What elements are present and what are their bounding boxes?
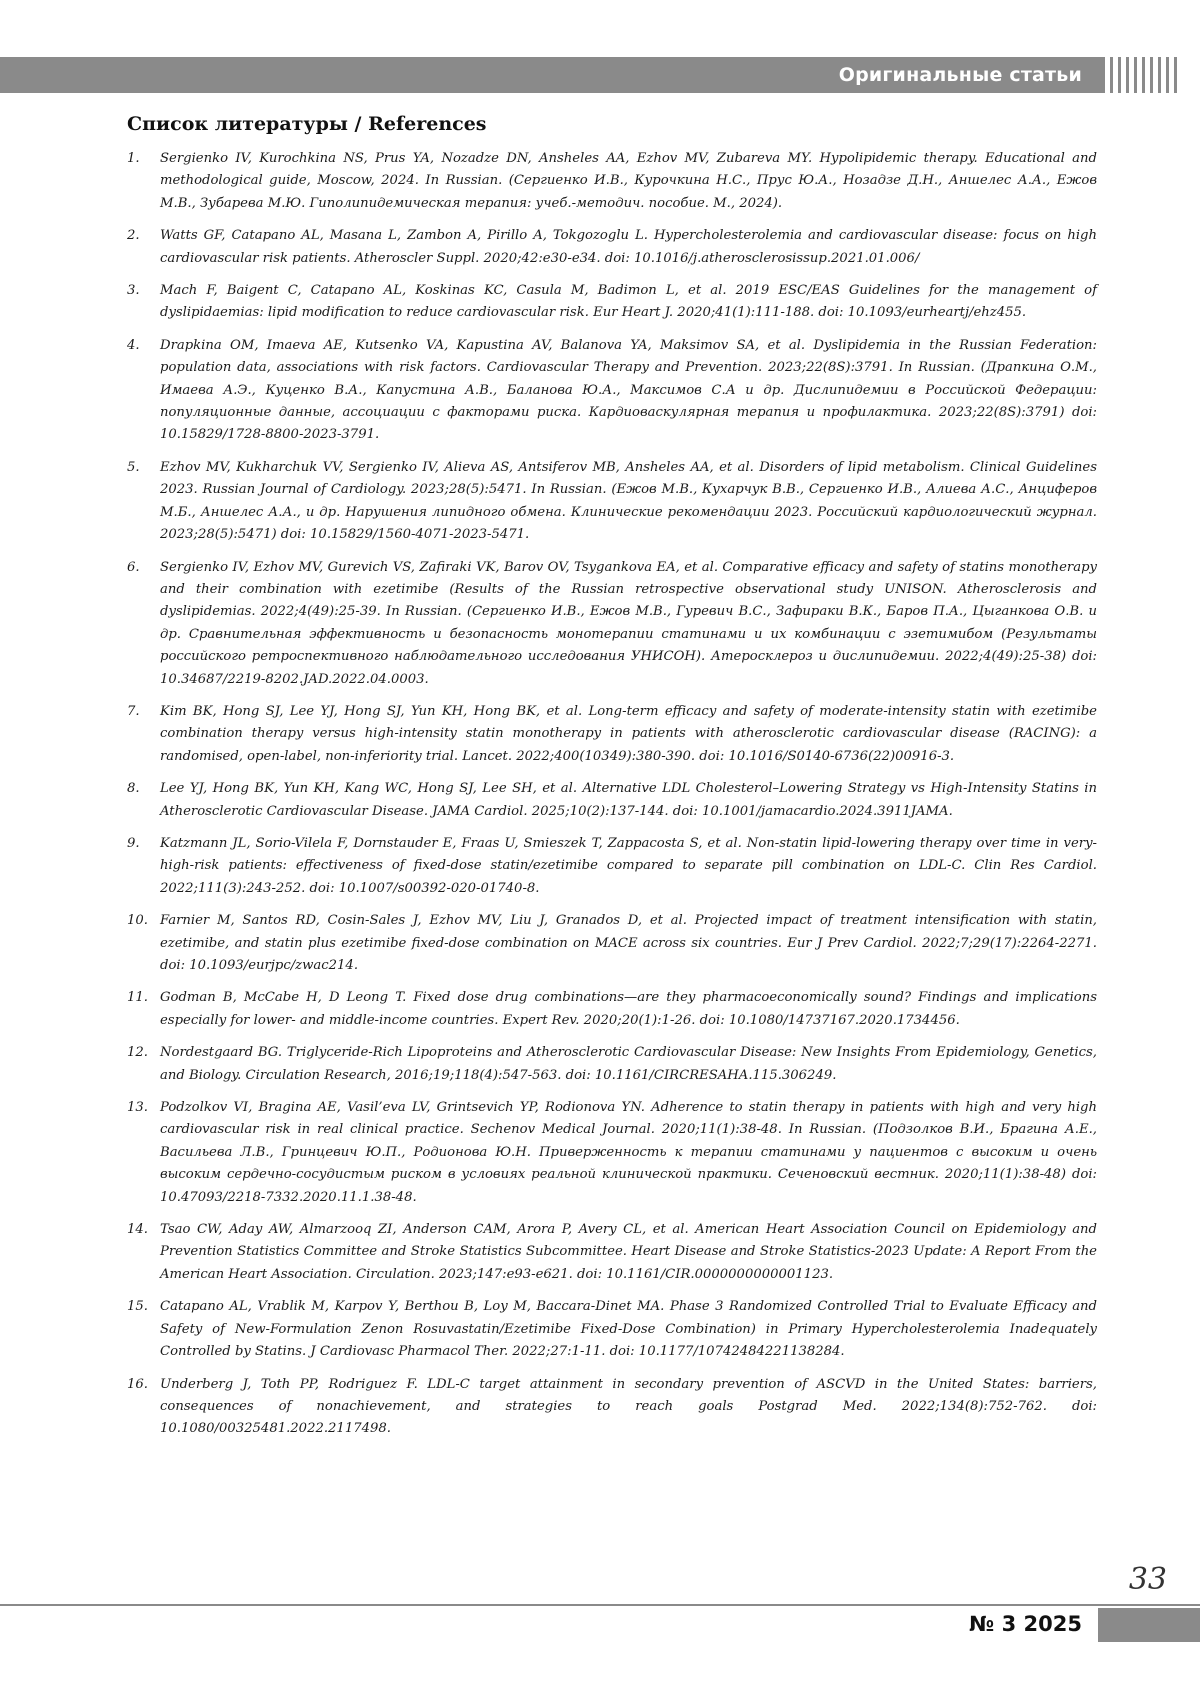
reference-text: Lee YJ, Hong BK, Yun KH, Kang WC, Hong SJ, Lee SH, et al. Alternative LDL Cholesterol–Lowering Strategy vs High-Intensity Statins in Atherosclerotic Cardiovascular Disease. JAMA Cardiol. 2025;10(2):137-144. doi: 10.1001/jamacardio.2024.3911JAMA. <box>160 778 1097 823</box>
reference-text: Podzolkov VI, Bragina AE, Vasil’eva LV, Grintsevich YP, Rodionova YN. Adherence to statin therapy in patients with high and very high cardiovascular risk in real clinical practice. Sechenov Medical Journal. 2020;11(1):38-48. In Russian. (Подзолков В.И., Брагина А.Е., Васильева Л.В., Гринцевич Ю.П., Родионова Ю.Н. Приверженность к терапии статинами у пациентов с высоким и очень высоким сердечно-сосудистым риском в условиях реальной клинической практики. Сеченовский вестник. 2020;11(1):38-48) doi: 10.47093/2218-7332.2020.11.1.38-48. <box>160 1097 1097 1209</box>
reference-number: 11. <box>127 987 160 1032</box>
reference-item <box>127 987 1097 1032</box>
reference-text: Mach F, Baigent C, Catapano AL, Koskinas KC, Casula M, Badimon L, et al. 2019 ESC/EAS Guidelines for the management of dyslipidaemias: lipid modification to reduce cardiovascular risk. Eur Heart J. 2020;41(1):111-188. doi: 10.1093/eurheartj/ehz455. <box>160 280 1097 325</box>
reference-number: 14. <box>127 1219 160 1286</box>
references-title: Список литературы / References <box>127 113 487 135</box>
reference-item <box>127 557 1097 691</box>
reference-text: Drapkina OM, Imaeva AE, Kutsenko VA, Kapustina AV, Balanova YA, Maksimov SA, et al. Dyslipidemia in the Russian Federation: population data, associations with risk factors. Cardiovascular Therapy and Prevention. 2023;22(8S):3791. In Russian. (Драпкина О.М., Имаева А.Э., Куценко В.А., Капустина А.В., Баланова Ю.А., Максимов С.А и др. Дислипидемии в Российской Федерации: популяционные данные, ассоциации с факторами риска. Кардиоваскулярная терапия и профилактика. 2023;22(8S):3791) doi: 10.15829/1728-8800-2023-3791. <box>160 335 1097 447</box>
page-number: 33 <box>1129 1562 1167 1597</box>
reference-text: Catapano AL, Vrablik M, Karpov Y, Berthou B, Loy M, Baccara-Dinet MA. Phase 3 Randomized Controlled Trial to Evaluate Efficacy and Safety of New-Formulation Zenon Rosuvastatin/Ezetimibe Fixed-Dose Combination) in Primary Hypercholesterolemia Inadequately Controlled by Statins. J Cardiovasc Pharmacol Ther. 2022;27:1-11. doi: 10.1177/10742484221138284. <box>160 1296 1097 1363</box>
reference-item <box>127 225 1097 270</box>
reference-item <box>127 833 1097 900</box>
footer-block-decoration <box>1098 1608 1200 1642</box>
reference-number: 16. <box>127 1374 160 1441</box>
reference-item <box>127 1374 1097 1441</box>
reference-number: 5. <box>127 457 160 547</box>
reference-text: Sergienko IV, Ezhov MV, Gurevich VS, Zafiraki VK, Barov OV, Tsygankova EA, et al. Comparative efficacy and safety of statins monotherapy and their combination with ezetimibe (Results of the Russian retrospective observational study UNISON. Atherosclerosis and dyslipidemias. 2022;4(49):25-39. In Russian. (Сергиенко И.В., Ежов М.В., Гуревич В.С., Зафираки В.К., Баров П.А., Цыганкова О.В. и др. Сравнительная эффективность и безопасность монотерапии статинами и их комбинации с эзетимибом (Результаты российского ретроспективного наблюдательного исследования УНИСОН). Атеросклероз и дислипидемии. 2022;4(49):25-38) doi: 10.34687/2219-8202.JAD.2022.04.0003. <box>160 557 1097 691</box>
reference-text: Watts GF, Catapano AL, Masana L, Zambon A, Pirillo A, Tokgozoglu L. Hypercholesterolemia and cardiovascular disease: focus on high cardiovascular risk patients. Atheroscler Suppl. 2020;42:e30-e34. doi: 10.1016/j.atherosclerosissup.2021.01.006/ <box>160 225 1097 270</box>
reference-text: Ezhov MV, Kukharchuk VV, Sergienko IV, Alieva AS, Antsiferov MB, Ansheles AA, et al. Disorders of lipid metabolism. Clinical Guidelines 2023. Russian Journal of Cardiology. 2023;28(5):5471. In Russian. (Ежов М.В., Кухарчук В.В., Сергиенко И.В., Алиева А.С., Анциферов М.Б., Аншелес А.А., и др. Нарушения липидного обмена. Клинические рекомендации 2023. Российский кардиологический журнал. 2023;28(5):5471) doi: 10.15829/1560-4071-2023-5471. <box>160 457 1097 547</box>
section-label: Оригинальные статьи <box>839 57 1082 93</box>
reference-item <box>127 148 1097 215</box>
reference-item <box>127 457 1097 547</box>
reference-text: Godman B, McCabe H, D Leong T. Fixed dose drug combinations—are they pharmacoeconomically sound? Findings and implications especially for lower- and middle-income countries. Expert Rev. 2020;20(1):1-26. doi: 10.1080/14737167.2020.1734456. <box>160 987 1097 1032</box>
reference-text: Tsao CW, Aday AW, Almarzooq ZI, Anderson CAM, Arora P, Avery CL, et al. American Heart Association Council on Epidemiology and Prevention Statistics Committee and Stroke Statistics Subcommittee. Heart Disease and Stroke Statistics-2023 Update: A Report From the American Heart Association. Circulation. 2023;147:e93-e621. doi: 10.1161/CIR.0000000000001123. <box>160 1219 1097 1286</box>
reference-item <box>127 1219 1097 1286</box>
reference-number: 7. <box>127 701 160 768</box>
reference-number: 15. <box>127 1296 160 1363</box>
reference-number: 10. <box>127 910 160 977</box>
reference-text: Nordestgaard BG. Triglyceride-Rich Lipoproteins and Atherosclerotic Cardiovascular Disease: New Insights From Epidemiology, Genetics, and Biology. Circulation Research, 2016;19;118(4):547-563. doi: 10.1161/CIRCRESAHA.115.306249. <box>160 1042 1097 1087</box>
reference-number: 2. <box>127 225 160 270</box>
reference-text: Sergienko IV, Kurochkina NS, Prus YA, Nozadze DN, Ansheles AA, Ezhov MV, Zubareva MY. Hypolipidemic therapy. Educational and methodological guide, Moscow, 2024. In Russian. (Сергиенко И.В., Курочкина Н.С., Прус Ю.А., Нозадзе Д.Н., Аншелес А.А., Ежов М.В., Зубарева М.Ю. Гиполипидемическая терапия: учеб.-методич. пособие. М., 2024). <box>160 148 1097 215</box>
reference-item <box>127 1042 1097 1087</box>
reference-number: 12. <box>127 1042 160 1087</box>
issue-label: № 3 2025 <box>969 1612 1082 1636</box>
reference-text: Underberg J, Toth PP, Rodriguez F. LDL-C target attainment in secondary prevention of ASCVD in the United States: barriers, consequences of nonachievement, and strategies to reach goals Postgrad Med. 2022;134(8):752-762. doi: 10.1080/00325481.2022.2117498. <box>160 1374 1097 1441</box>
reference-text: Farnier M, Santos RD, Cosin-Sales J, Ezhov MV, Liu J, Granados D, et al. Projected impact of treatment intensification with statin, ezetimibe, and statin plus ezetimibe fixed-dose combination on MACE across six countries. Eur J Prev Cardiol. 2022;7;29(17):2264-2271. doi: 10.1093/eurjpc/zwac214. <box>160 910 1097 977</box>
reference-number: 4. <box>127 335 160 447</box>
reference-item <box>127 910 1097 977</box>
reference-item <box>127 701 1097 768</box>
reference-number: 6. <box>127 557 160 691</box>
reference-number: 3. <box>127 280 160 325</box>
reference-item <box>127 1097 1097 1209</box>
reference-item <box>127 335 1097 447</box>
reference-number: 9. <box>127 833 160 900</box>
header-stripes-decoration <box>1110 57 1182 93</box>
references-list <box>127 148 1097 1451</box>
reference-number: 8. <box>127 778 160 823</box>
reference-item <box>127 280 1097 325</box>
reference-number: 1. <box>127 148 160 215</box>
reference-text: Katzmann JL, Sorio-Vilela F, Dornstauder E, Fraas U, Smieszek T, Zappacosta S, et al. Non-statin lipid-lowering therapy over time in very-high-risk patients: effectiveness of fixed-dose statin/ezetimibe compared to separate pill combination on LDL-C. Clin Res Cardiol. 2022;111(3):243-252. doi: 10.1007/s00392-020-01740-8. <box>160 833 1097 900</box>
reference-text: Kim BK, Hong SJ, Lee YJ, Hong SJ, Yun KH, Hong BK, et al. Long-term efficacy and safety of moderate-intensity statin with ezetimibe combination therapy versus high-intensity statin monotherapy in patients with atherosclerotic cardiovascular disease (RACING): a randomised, open-label, non-inferiority trial. Lancet. 2022;400(10349):380-390. doi: 10.1016/S0140-6736(22)00916-3. <box>160 701 1097 768</box>
reference-item <box>127 1296 1097 1363</box>
reference-item <box>127 778 1097 823</box>
reference-number: 13. <box>127 1097 160 1209</box>
footer-rule <box>0 1604 1200 1606</box>
